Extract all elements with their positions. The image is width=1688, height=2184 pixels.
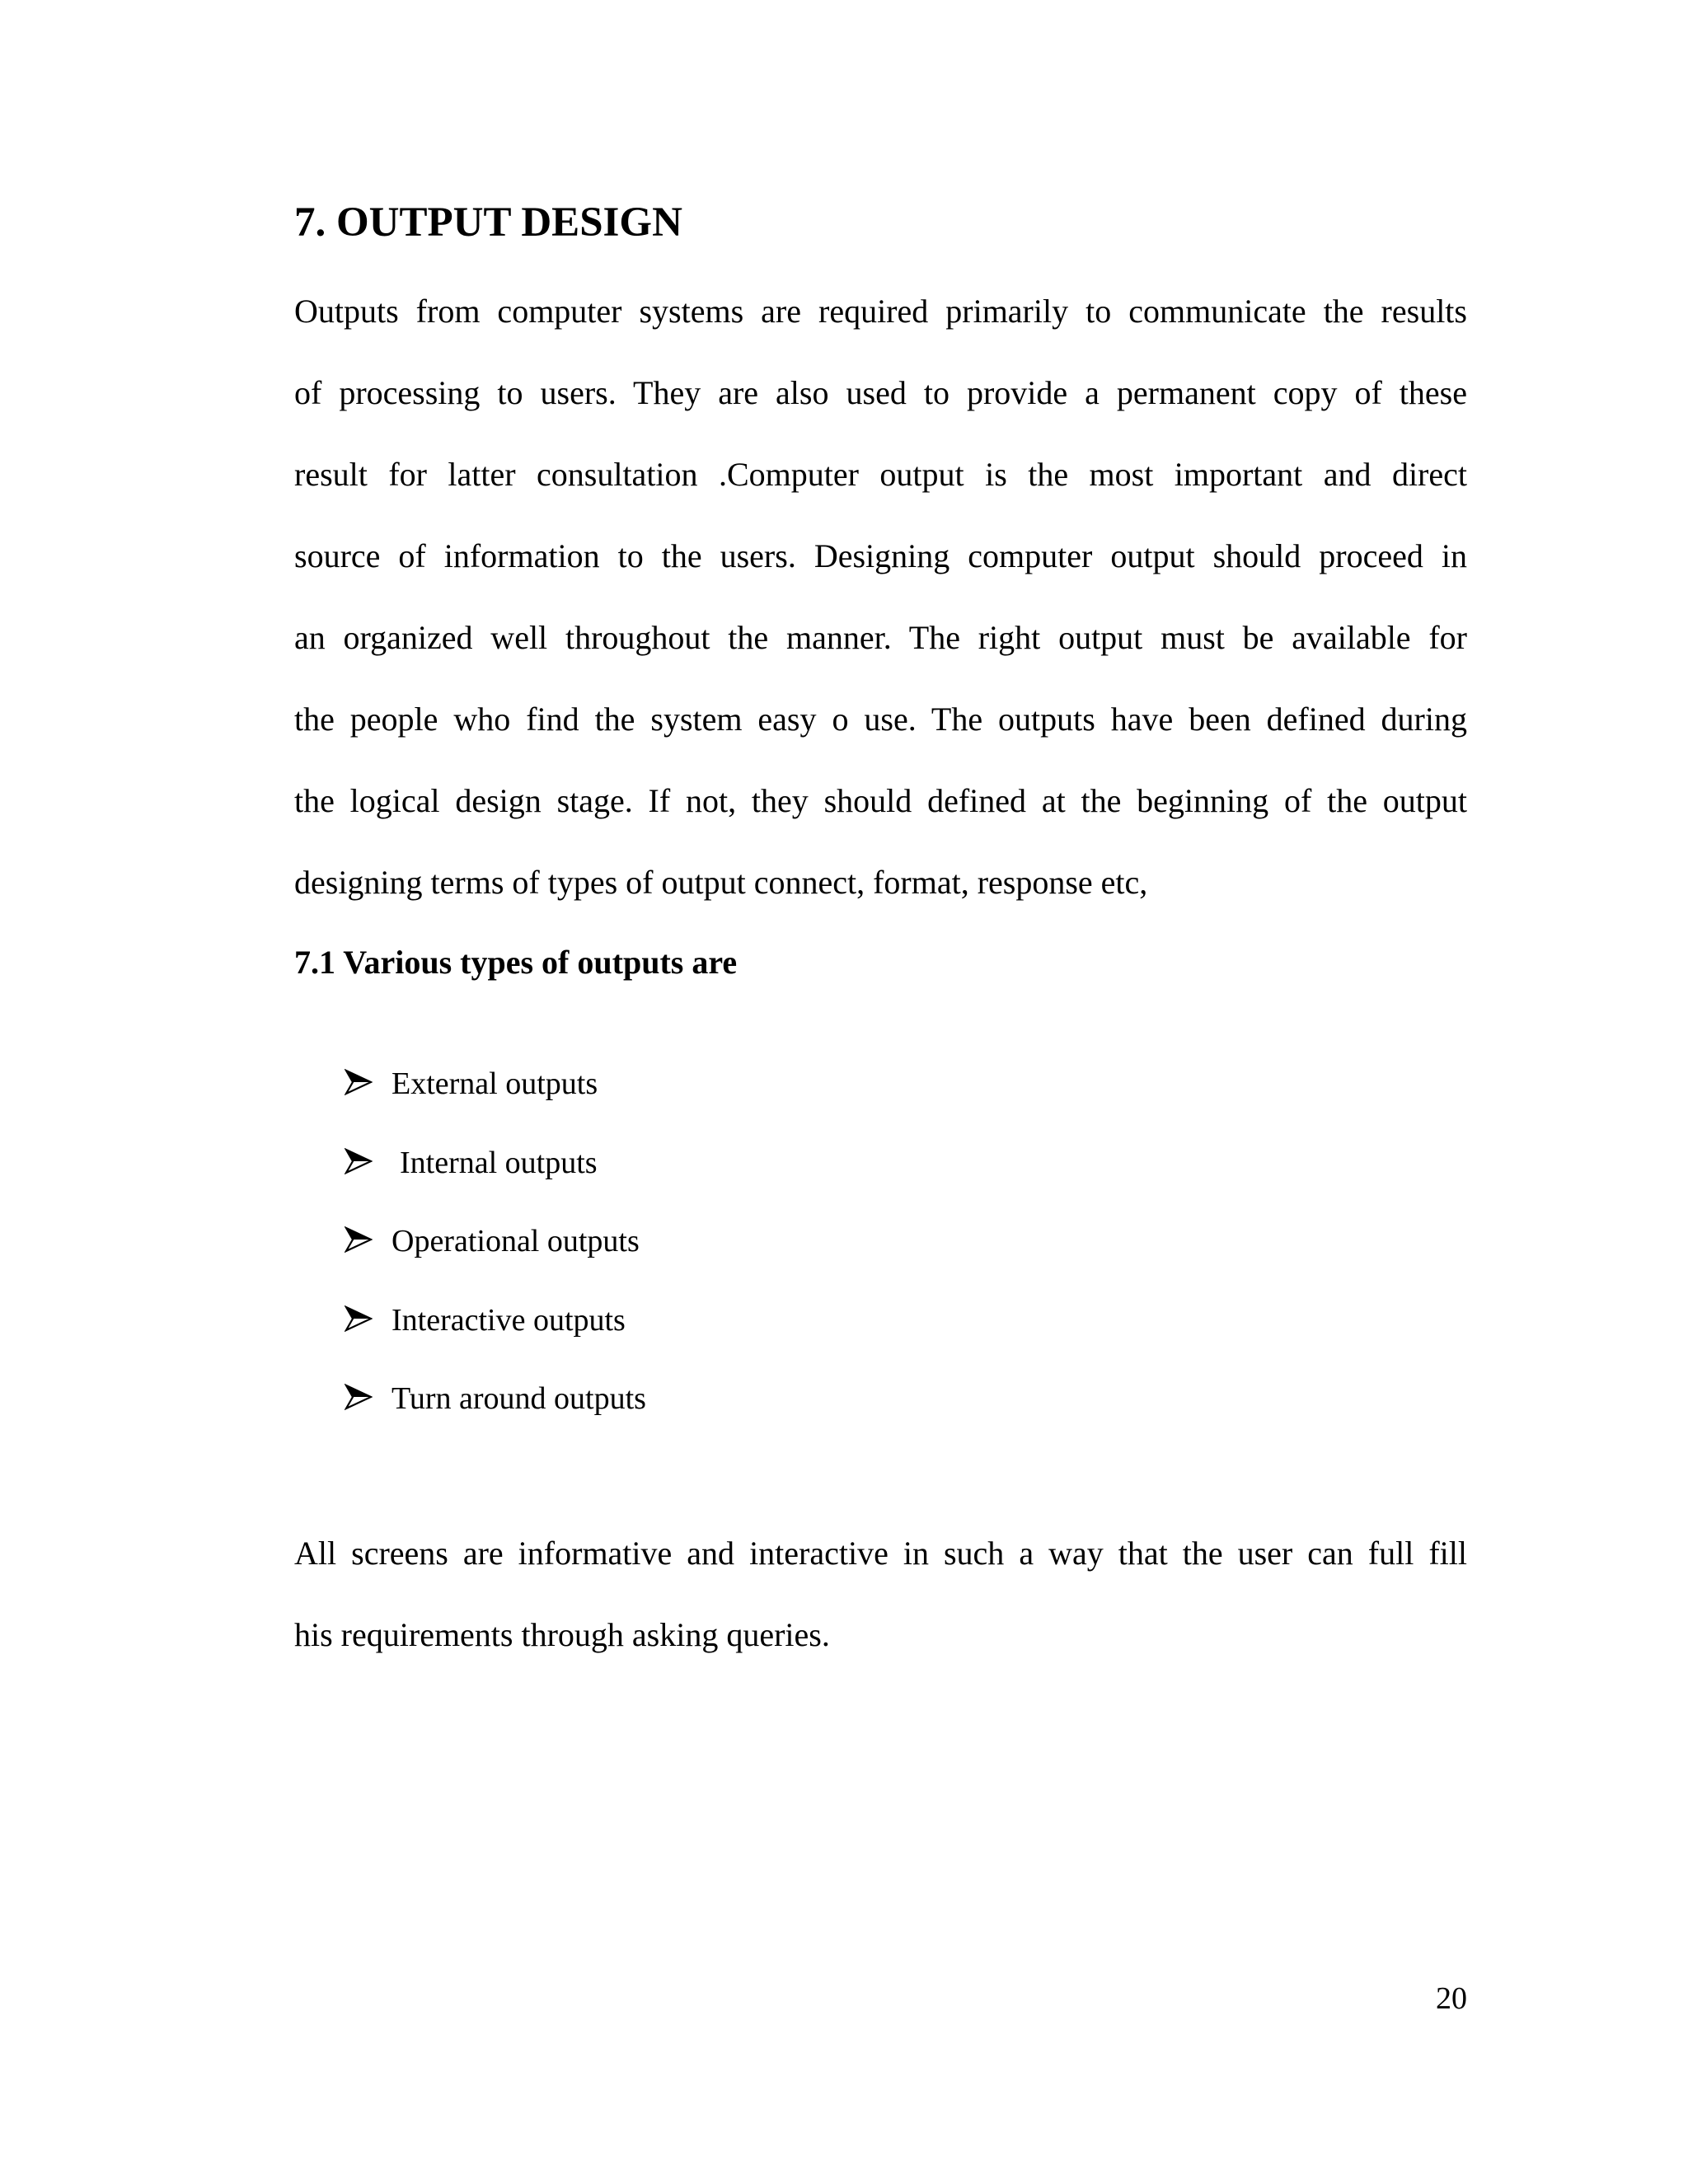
arrow-bullet-icon: [345, 1068, 373, 1096]
list-item-label: Operational outputs: [392, 1224, 640, 1258]
page-number: 20: [1436, 1981, 1467, 2016]
intro-line-4: source of information to the users. Designing computer output should proceed in: [294, 537, 1467, 574]
intro-line-8: designing terms of types of output connect, format, response etc,: [294, 864, 1148, 901]
intro-line-7: the logical design stage. If not, they should defined at the beginning of the output: [294, 782, 1467, 819]
arrow-bullet-icon: [345, 1226, 373, 1254]
list-item-label: External outputs: [392, 1066, 598, 1101]
intro-line-1: Outputs from computer systems are required primarily to communicate the results: [294, 293, 1467, 330]
arrow-bullet-icon: [345, 1305, 373, 1333]
arrow-bullet-icon: [345, 1383, 373, 1411]
section-heading: 7. OUTPUT DESIGN: [294, 199, 682, 246]
list-item-label: Turn around outputs: [392, 1381, 646, 1416]
intro-line-2: of processing to users. They are also used to provide a permanent copy of these: [294, 374, 1467, 411]
intro-line-3: result for latter consultation .Computer output is the most important and direct: [294, 456, 1467, 493]
list-item-label: Interactive outputs: [392, 1303, 626, 1338]
list-item-label: Internal outputs: [400, 1146, 598, 1180]
closing-line-1: All screens are informative and interactive in such a way that the user can full fill: [294, 1535, 1467, 1572]
closing-line-2: his requirements through asking queries.: [294, 1616, 830, 1653]
subsection-heading: 7.1 Various types of outputs are: [294, 944, 738, 981]
intro-line-6: the people who find the system easy o use. The outputs have been defined during: [294, 701, 1467, 738]
arrow-bullet-icon: [345, 1147, 373, 1175]
intro-line-5: an organized well throughout the manner. The right output must be available for: [294, 619, 1467, 656]
